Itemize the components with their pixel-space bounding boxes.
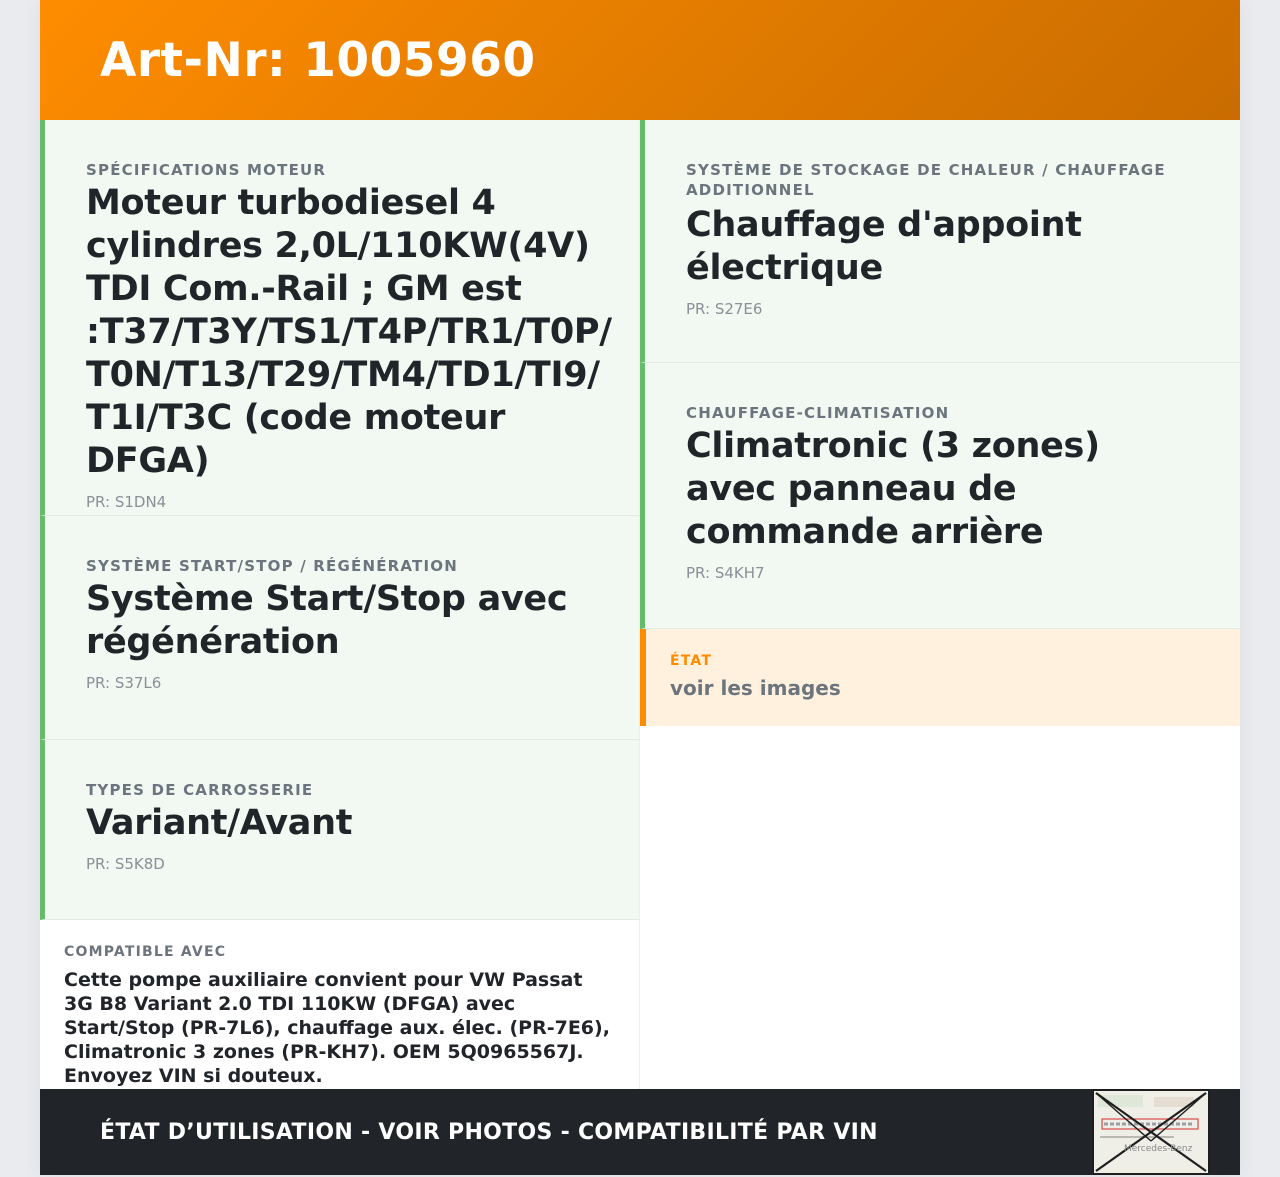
compatibility-text: Cette pompe auxiliaire convient pour VW Passat 3G B8 Variant 2.0 TDI 110KW (DFGA) avec Start/Stop (PR-7L6), chauffage aux. élec. (PR-7E6), Climatronic 3 zones (PR-KH7). OEM 5Q0965567J. Envoyez VIN si douteux. [64, 969, 610, 1087]
spec-card-aux-heating [640, 120, 1240, 363]
compatibility-section [40, 920, 639, 1088]
spec-value: Variant/Avant [86, 803, 353, 843]
spec-value: Système Start/Stop avec régénération [86, 579, 568, 662]
spec-label: TYPES DE CARROSSERIE [86, 781, 314, 799]
spec-card-climate [640, 363, 1240, 629]
spec-value: Moteur turbodiesel 4 cylindres 2,0L/110KW(4V) TDI Com.-Rail ; GM est :T37/T3Y/TS1/T4P/TR1/T0P/ T0N/T13/T29/TM4/TD1/TI9/ T1I/T3C (code moteur DFGA) [86, 183, 612, 481]
spec-label: SYSTÈME DE STOCKAGE DE CHALEUR / CHAUFFAGE ADDITIONNEL [686, 161, 1166, 199]
compatibility-label: COMPATIBLE AVEC [64, 944, 227, 960]
spec-label: CHAUFFAGE-CLIMATISATION [686, 404, 950, 422]
header-bar [40, 0, 1240, 120]
spec-grid [40, 120, 1240, 1089]
vehicle-label-thumbnail[interactable] [1092, 1089, 1210, 1175]
footer-tagline: ÉTAT D’UTILISATION - VOIR PHOTOS - COMPATIBILITÉ PAR VIN [100, 1119, 878, 1145]
spec-value: Climatronic (3 zones) avec panneau de commande arrière [686, 426, 1100, 552]
left-column [40, 120, 640, 1089]
condition-label: ÉTAT [670, 653, 713, 669]
spec-label: SYSTÈME START/STOP / RÉGÉNÉRATION [86, 557, 458, 575]
condition-box [640, 629, 1240, 726]
spec-label: SPÉCIFICATIONS MOTEUR [86, 161, 327, 179]
spec-pr-code: PR: S5K8D [86, 855, 165, 873]
thumbnail-caption: Mercedes-Benz [1124, 1144, 1193, 1154]
right-column [640, 120, 1240, 726]
label-photo-image [1094, 1091, 1208, 1173]
condition-text: voir les images [670, 676, 841, 700]
spec-pr-code: PR: S37L6 [86, 674, 162, 692]
footer-bar [40, 1089, 1240, 1175]
page-title: Art-Nr: 1005960 [100, 32, 536, 88]
spec-pr-code: PR: S27E6 [686, 300, 763, 318]
product-card [40, 0, 1240, 1175]
spec-value: Chauffage d'appoint électrique [686, 205, 1082, 288]
spec-card-engine [40, 120, 639, 516]
spec-card-body-type [40, 740, 639, 920]
spec-card-start-stop [40, 516, 639, 740]
spec-pr-code: PR: S4KH7 [686, 564, 765, 582]
spec-pr-code: PR: S1DN4 [86, 493, 167, 511]
